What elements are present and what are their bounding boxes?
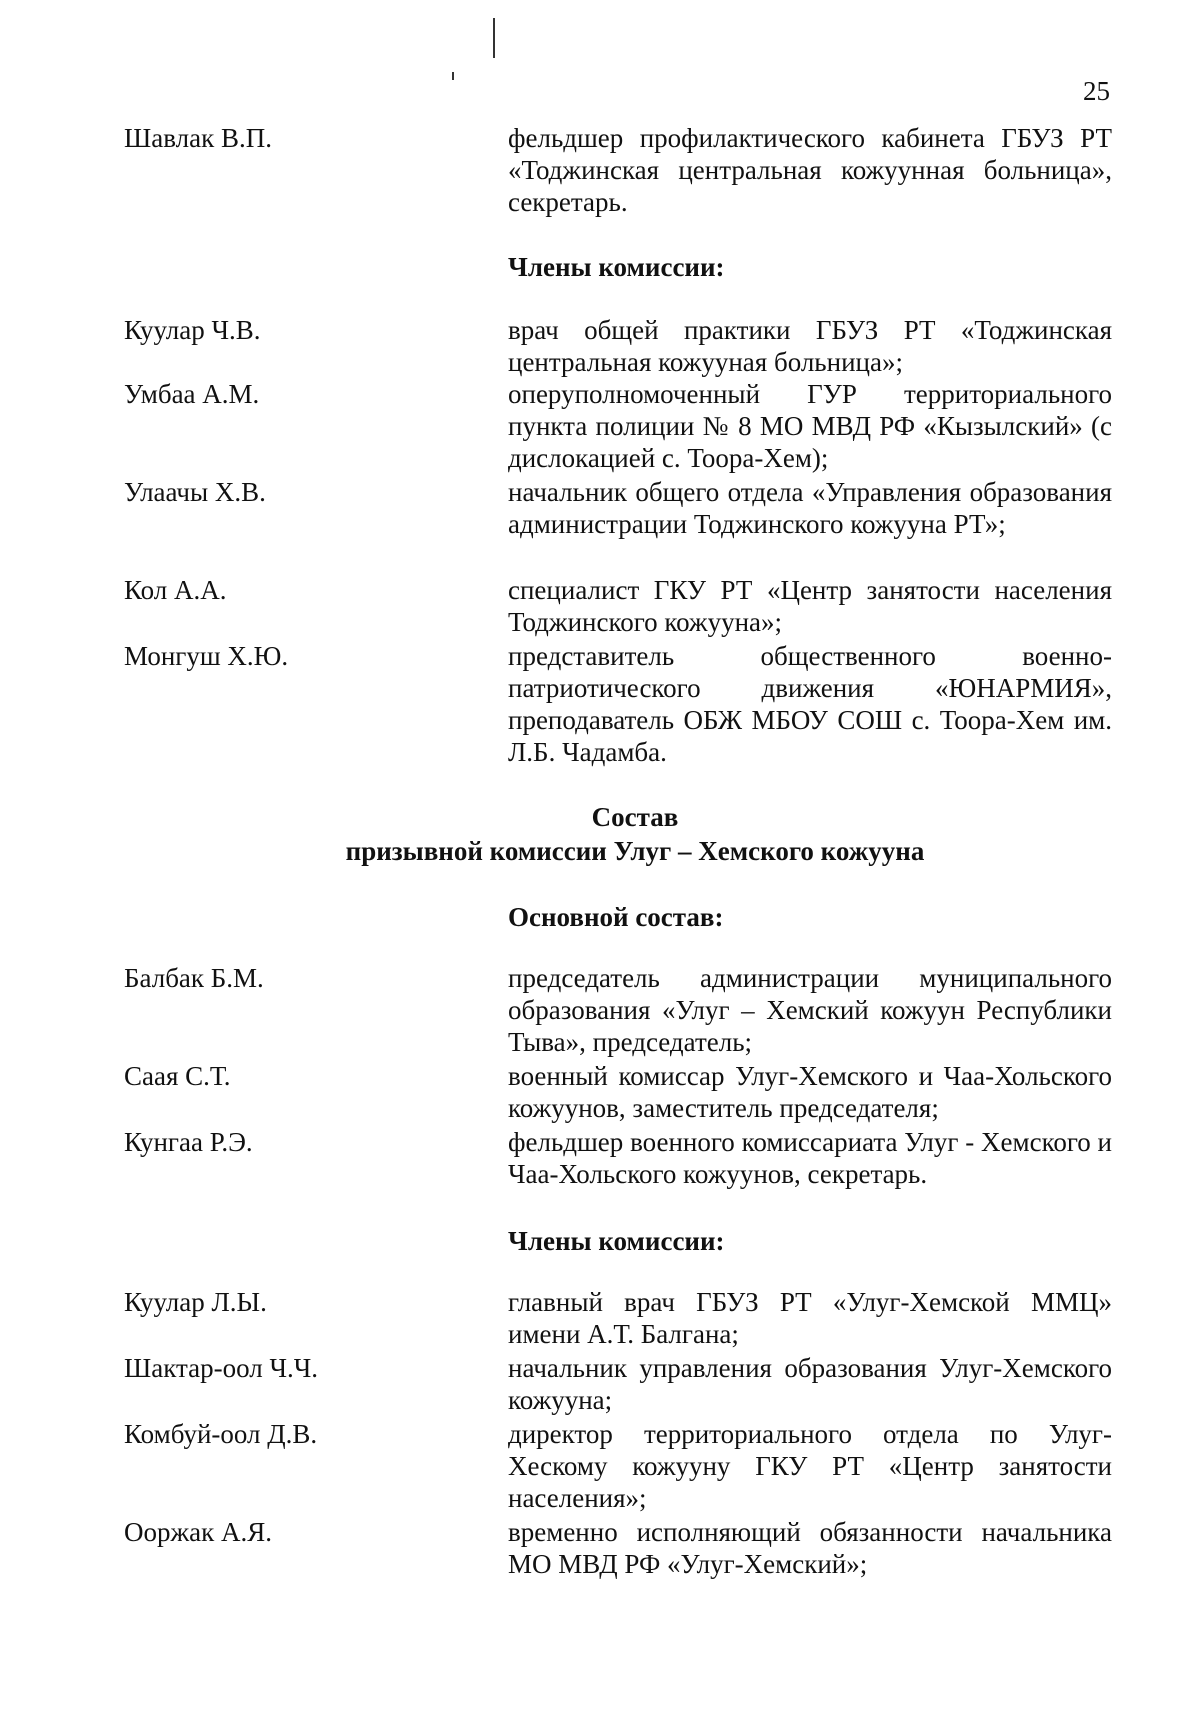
person-role: оперуполномоченный ГУР территориального пункта полиции № 8 МО МВД РФ «Кызылский» (с дислокацией с. Тоора-Хем); (508, 379, 1112, 473)
person-role: директор территориального отдела по Улуг-Хескому кожууну ГКУ РТ «Центр занятости населения»; (508, 1419, 1112, 1513)
page-number: 25 (1083, 76, 1110, 106)
person-name: Саая С.Т. (124, 1061, 231, 1091)
person-role: председатель администрации муниципального образования «Улуг – Хемский кожуун Республики Тыва», председатель; (508, 963, 1112, 1057)
person-role: временно исполняющий обязанности начальника МО МВД РФ «Улуг-Хемский»; (508, 1517, 1112, 1579)
person-name: Балбак Б.М. (124, 963, 264, 993)
person-name: Кунгаа Р.Э. (124, 1127, 253, 1157)
person-role: фельдшер профилактического кабинета ГБУЗ РТ «Тоджинская центральная кожуунная больница», секретарь. (508, 123, 1112, 217)
members-heading: Члены комиссии: (508, 1226, 725, 1256)
scan-artifact-dot (452, 72, 454, 80)
title-line-2: призывной комиссии Улуг – Хемского кожууна (345, 836, 925, 866)
person-role: военный комиссар Улуг-Хемского и Чаа-Хольского кожуунов, заместитель председателя; (508, 1061, 1112, 1123)
person-role: представитель общественного военно-патриотического движения «ЮНАРМИЯ», преподаватель ОБЖ МБОУ СОШ с. Тоора-Хем им. Л.Б. Чадамба. (508, 641, 1112, 767)
person-name: Умбаа А.М. (124, 379, 260, 409)
person-name: Монгуш Х.Ю. (124, 641, 289, 671)
person-role: специалист ГКУ РТ «Центр занятости населения Тоджинского кожууна»; (508, 575, 1112, 637)
commission-title (0, 800, 1200, 868)
person-role: главный врач ГБУЗ РТ «Улуг-Хемской ММЦ» имени А.Т. Балгана; (508, 1287, 1112, 1349)
title-line-1: Состав (591, 802, 679, 832)
main-composition-heading: Основной состав: (508, 902, 724, 932)
person-name: Куулар Л.Ы. (124, 1287, 267, 1317)
person-name: Куулар Ч.В. (124, 315, 261, 345)
person-name: Шавлак В.П. (124, 123, 272, 153)
person-name: Кол А.А. (124, 575, 227, 605)
person-role: начальник управления образования Улуг-Хемского кожууна; (508, 1353, 1112, 1415)
scan-artifact-line (493, 18, 495, 58)
person-role: начальник общего отдела «Управления образования администрации Тоджинского кожууна РТ»; (508, 477, 1112, 539)
person-name: Ооржак А.Я. (124, 1517, 273, 1547)
person-role: врач общей практики ГБУЗ РТ «Тоджинская центральная кожууная больница»; (508, 315, 1112, 377)
members-heading: Члены комиссии: (508, 252, 725, 282)
person-role: фельдшер военного комиссариата Улуг - Хемского и Чаа-Хольского кожуунов, секретарь. (508, 1127, 1112, 1189)
person-name: Улаачы Х.В. (124, 477, 266, 507)
person-name: Комбуй-оол Д.В. (124, 1419, 318, 1449)
person-name: Шактар-оол Ч.Ч. (124, 1353, 319, 1383)
